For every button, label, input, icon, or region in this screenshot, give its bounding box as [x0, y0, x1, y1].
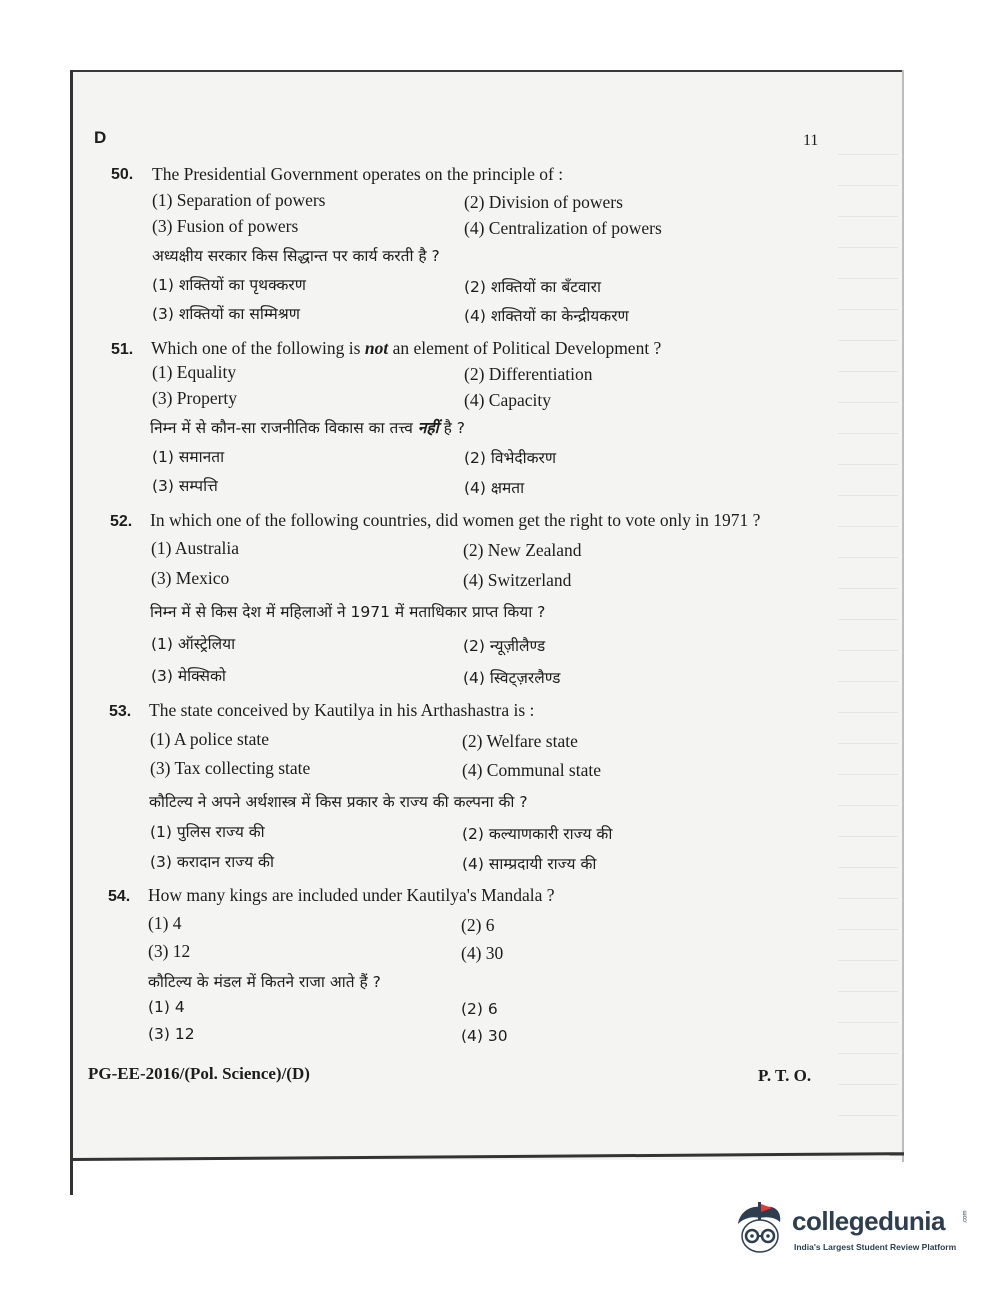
option-hi: (1) पुलिस राज्य की — [150, 823, 265, 841]
question-number: 54. — [108, 888, 131, 905]
option-en: (3) Mexico — [151, 568, 230, 588]
option-en: (3) Tax collecting state — [150, 758, 311, 778]
pto-label: P. T. O. — [758, 1066, 812, 1085]
question-text-hi: निम्न में से कौन-सा राजनीतिक विकास का तत्त्व नहीं है ? — [150, 419, 465, 437]
question-text-hi: कौटिल्य ने अपने अर्थशास्त्र में किस प्रकार के राज्य की कल्पना की ? — [149, 793, 528, 811]
question-text-hi: अध्यक्षीय सरकार किस सिद्धान्त पर कार्य करती है ? — [152, 247, 440, 265]
question-text-hi: निम्न में से किस देश में महिलाओं ने 1971 में मताधिकार प्राप्त किया ? — [150, 603, 546, 621]
option-en: (3) Fusion of powers — [152, 216, 299, 236]
mascot-icon — [732, 1200, 788, 1256]
option-en: (1) 4 — [148, 913, 182, 933]
option-en: (2) 6 — [461, 915, 495, 935]
page-number: 11 — [803, 132, 819, 149]
option-en: (3) Property — [152, 388, 238, 408]
question-text-en: The state conceived by Kautilya in his Arthashastra is : — [149, 700, 535, 720]
option-en: (2) Differentiation — [464, 364, 593, 384]
option-hi: (4) स्विट्ज़रलैण्ड — [463, 669, 561, 687]
option-en: (1) Equality — [152, 362, 237, 382]
option-en: (1) Separation of powers — [152, 190, 326, 210]
option-en: (2) Division of powers — [464, 192, 623, 212]
option-hi: (3) करादान राज्य की — [150, 853, 274, 871]
option-en: (4) Centralization of powers — [464, 218, 662, 238]
logo-domain-suffix: .com — [962, 1210, 969, 1224]
option-hi: (3) सम्पत्ति — [152, 477, 218, 495]
option-en: (1) Australia — [151, 538, 239, 558]
option-en: (4) 30 — [461, 943, 504, 963]
option-hi: (4) साम्प्रदायी राज्य की — [462, 855, 597, 873]
option-hi: (1) समानता — [152, 448, 225, 466]
option-hi: (3) मेक्सिको — [151, 667, 226, 685]
option-en: (4) Switzerland — [463, 570, 572, 590]
question-number: 50. — [111, 166, 134, 183]
logo-wordmark: collegedunia — [792, 1206, 945, 1236]
option-en: (1) A police state — [150, 729, 270, 749]
option-hi: (4) 30 — [461, 1027, 508, 1045]
question-text-hi: कौटिल्य के मंडल में कितने राजा आते हैं ? — [148, 973, 381, 991]
paper-code: PG-EE-2016/(Pol. Science)/(D) — [88, 1064, 310, 1083]
option-hi: (2) कल्याणकारी राज्य की — [462, 825, 613, 843]
collegedunia-logo[interactable] — [732, 1198, 969, 1260]
page-border-top — [72, 70, 904, 72]
option-hi: (1) ऑस्ट्रेलिया — [151, 635, 236, 653]
option-hi: (3) 12 — [148, 1025, 195, 1043]
question-number: 53. — [109, 703, 132, 720]
question-text-en: The Presidential Government operates on the principle of : — [152, 164, 564, 184]
option-hi: (2) शक्तियों का बँटवारा — [464, 278, 602, 296]
option-hi: (2) 6 — [461, 1000, 498, 1018]
option-hi: (4) शक्तियों का केन्द्रीयकरण — [464, 307, 629, 325]
option-en: (2) Welfare state — [462, 731, 578, 751]
question-text-en: Which one of the following is not an element of Political Development ? — [151, 338, 662, 358]
question-text-en: How many kings are included under Kautilya's Mandala ? — [148, 885, 555, 905]
page-border-left — [70, 70, 73, 1195]
option-hi: (1) 4 — [148, 998, 185, 1016]
logo-tagline: India's Largest Student Review Platform — [794, 1242, 957, 1252]
option-hi: (4) क्षमता — [464, 479, 525, 497]
page-border-right — [902, 70, 904, 1162]
question-number: 52. — [110, 513, 133, 530]
option-en: (3) 12 — [148, 941, 191, 961]
question-text-en: In which one of the following countries, did women get the right to vote only in 1971 ? — [150, 510, 761, 530]
question-number: 51. — [111, 341, 134, 358]
option-en: (2) New Zealand — [463, 540, 582, 560]
option-en: (4) Communal state — [462, 760, 602, 780]
set-code: D — [94, 128, 107, 147]
scan-noise — [838, 140, 898, 1140]
option-hi: (2) न्यूज़ीलैण्ड — [463, 637, 546, 655]
option-hi: (3) शक्तियों का सम्मिश्रण — [152, 305, 300, 323]
option-hi: (2) विभेदीकरण — [464, 449, 557, 467]
option-hi: (1) शक्तियों का पृथक्करण — [152, 276, 306, 294]
option-en: (4) Capacity — [464, 390, 551, 410]
